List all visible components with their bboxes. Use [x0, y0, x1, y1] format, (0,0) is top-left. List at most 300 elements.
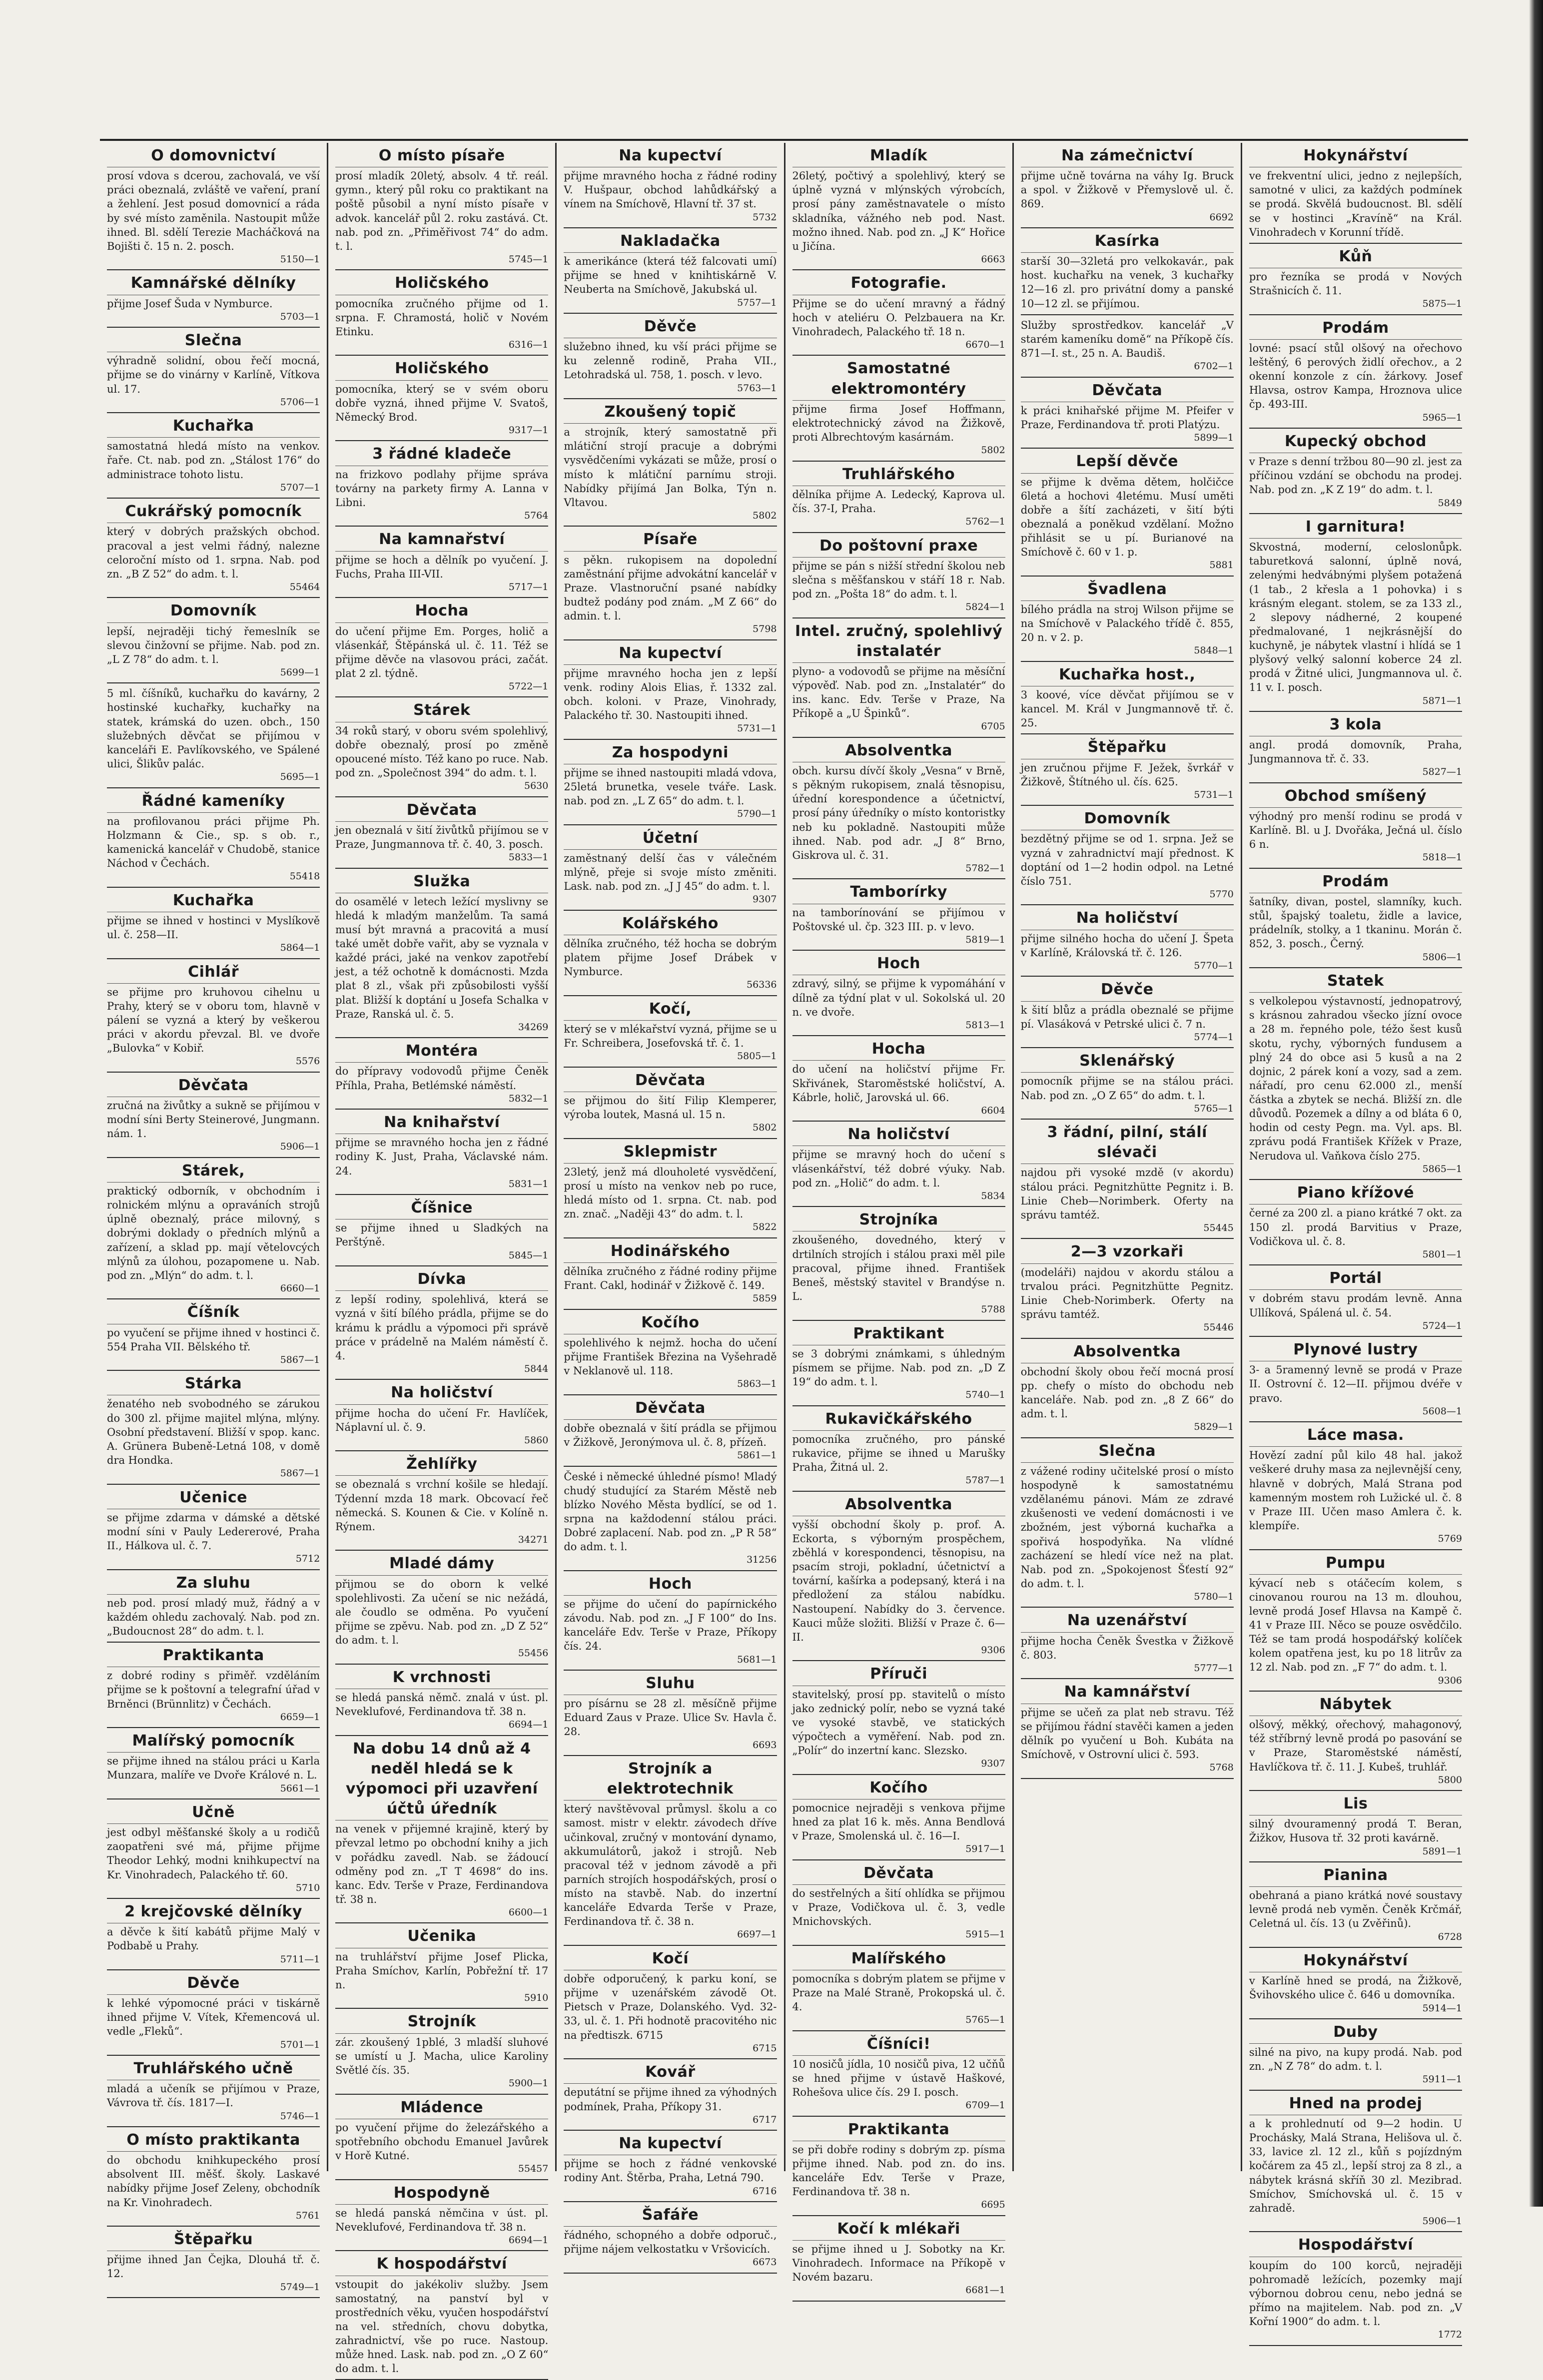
ad-heading: Na zámečnictví	[1021, 146, 1234, 167]
ad-code: 6709—1	[965, 2100, 1005, 2111]
ad-code: 5829—1	[1194, 1421, 1234, 1433]
ad-body: (modeláři) najdou v akordu stálou a trvalou práci. Pegnitzhütte Pegnitz. Linie Cheb-Norimberk. Oferty na správu tamtéž.	[1020, 1266, 1234, 1320]
ad-body: přijme silného hocha do učení J. Špeta v Karlíně, Královská tř. č. 126.	[1020, 932, 1234, 959]
classified-ad	[792, 738, 1005, 880]
classified-ad	[792, 1775, 1005, 1860]
ad-heading: Na holičství	[1021, 908, 1234, 930]
ad-code: 5740—1	[965, 1389, 1005, 1401]
classified-ad	[564, 399, 776, 527]
classified-ad	[107, 2227, 320, 2298]
ad-body: na tamborínování se přijímou v Poštovské ul. čp. 323 III. p. v levo.	[792, 906, 1005, 933]
ad-heading: Truhlářského učně	[107, 2059, 320, 2080]
ad-code: 5724—1	[1422, 1320, 1463, 1331]
classified-ad	[335, 1380, 548, 1451]
ad-heading: Na kupectví	[564, 146, 776, 167]
ad-code: 5867—1	[280, 1468, 320, 1479]
ad-heading: O domovnictví	[107, 146, 320, 167]
ad-body: dobře odporučený, k parku koní, se přijme v uzenářském závodě Ot. Pietsch v Praze, Dolanského. Vyd. 32-33, ul. č. 1. Při hodnotě pracovitého nic na předtiszk. 6715	[564, 1973, 777, 2041]
ad-body: vyšší obchodní školy p. prof. A. Eckorta, s výborným prospěchem, zběhlá v korespondenci, těsnopisu, na psacím stroji, pokladní, účetnictví a tovární, kašírka a podepsaný, která i na předložení za stálou nabídku. Nastoupení. Nabídky do 3. července. Kauci může složiti. Bližší v Praze č. 6—II.	[792, 1518, 1005, 1643]
classified-ad	[335, 1736, 548, 1924]
ad-code: 6695	[981, 2199, 1005, 2211]
classified-ad	[564, 1467, 776, 1571]
ad-body: se přijme ihned na stálou práci u Karla Munzara, malíře ve Dvoře Králové n. L.	[107, 1755, 320, 1782]
ad-heading: Rukavičkářského	[792, 1409, 1005, 1431]
ad-heading: Cukrářský pomocník	[107, 502, 320, 523]
ad-code: 5865—1	[1422, 1163, 1463, 1175]
ad-heading: Praktikanta	[792, 2120, 1005, 2141]
ad-code: 5761	[295, 2210, 320, 2221]
ad-body: pomocník přijme se na stálou práci. Nab. pod zn. „O Z 65“ do adm. t. l.	[1020, 1075, 1234, 1102]
ad-code: 5150—1	[280, 253, 320, 265]
ad-heading: Lepší děvče	[1021, 452, 1234, 473]
ad-heading: Šafáře	[564, 2205, 776, 2227]
ad-code: 5800	[1438, 1774, 1463, 1785]
classified-ad	[335, 1195, 548, 1266]
ad-code: 5681—1	[737, 1654, 777, 1665]
ad-body: najdou při vysoké mzdě (v akordu) stálou práci. Pegnitzhütte Pegnitz i. B. Linie Cheb—Norimberk. Oferty na správu tamtéž.	[1020, 1167, 1234, 1221]
ad-body: přijme se hoch z řádné venkovské rodiny Ant. Štěrba, Praha, Letná 790.	[564, 2158, 777, 2184]
classified-ad	[1021, 905, 1234, 977]
ad-heading: Domovník	[1021, 809, 1234, 830]
classified-ad	[1249, 429, 1462, 514]
ad-code: 6728	[1438, 1931, 1463, 1942]
ad-heading: Kuchařka host.,	[1021, 665, 1234, 686]
ad-code: 6693	[753, 1739, 777, 1751]
ad-code: 5765—1	[1194, 1103, 1234, 1114]
ad-heading: Děvčata	[564, 1398, 776, 1420]
ad-code: 5608—1	[1422, 1405, 1463, 1417]
ad-body: prosí vdova s dcerou, zachovalá, ve vší práci obeznalá, zvláště ve vaření, praní a žehlení. Jest posud domovnicí a ráda by své místo zaměnila. Nastoupit může ihned. Bl. sdělí Terezie Macháčková na Bojišti č. 15 n. 2. posch.	[107, 170, 320, 252]
ad-heading: Kasírka	[1021, 231, 1234, 253]
classified-ad	[1021, 1239, 1234, 1338]
ad-heading: Hokynářství	[1249, 146, 1462, 167]
ad-heading: Samostatné elektromontéry	[792, 359, 1005, 400]
ad-body: a děvče k šití kabátů přijme Malý v Podbabě u Prahy.	[107, 1926, 320, 1952]
ad-body: do obchodu knihkupeckého prosí absolvent III. měšť. školy. Laskavé nabídky přijme Josef Zeleny, obchodník na Kr. Vinohradech.	[107, 2154, 320, 2209]
ad-code: 5822	[753, 1221, 777, 1233]
ad-body: přijme ihned Jan Čejka, Dlouhá tř. č. 12.	[107, 2254, 320, 2280]
ad-heading: Děvčata	[335, 800, 548, 822]
classified-ad	[1021, 1608, 1234, 1679]
classified-ad	[1249, 2232, 1462, 2346]
ad-body: Přijme se do učení mravný a řádný hoch v ateliéru O. Pelzbauera na Kr. Vinohradech, Palackého tř. 18 n.	[792, 297, 1005, 338]
ad-body: šatníky, divan, postel, slamníky, kuch. stůl, špajský toaletu, židle a lavice, prádelník, stolky, a 1 tkaninu. Morán č. 852, 3. posch., Černý.	[1249, 896, 1463, 950]
ad-heading: Učenice	[107, 1488, 320, 1509]
ad-code: 6660—1	[280, 1282, 320, 1294]
classified-ad	[107, 598, 320, 683]
ad-body: olšový, měkký, ořechový, mahagonový, též stříbrný levně prodá po pasování se v Praze, Staroměstské náměstí, Havlíčkova tř. č. 11. J. Kubeš, truhlář.	[1249, 1719, 1463, 1773]
classified-ad	[335, 598, 548, 697]
classified-ad	[1249, 1948, 1462, 2019]
ad-body: do učení na holičství přijme Fr. Skřivánek, Staroměstské holičství, A. Kábrle, holič, Jarovská ul. 66.	[792, 1063, 1005, 1104]
ad-code: 5914—1	[1422, 2002, 1463, 2014]
ad-code: 5891—1	[1422, 1845, 1463, 1857]
ad-code: 5749—1	[280, 2281, 320, 2293]
ad-heading: 3 řádní, pilní, stálí slévači	[1021, 1123, 1234, 1164]
ad-code: 5576	[295, 1056, 320, 1067]
classified-ad	[792, 1860, 1005, 1946]
classified-ad	[1021, 1438, 1234, 1608]
ad-code: 5768	[1209, 1762, 1234, 1774]
ad-code: 5780—1	[1194, 1591, 1234, 1603]
ad-body: prosí mladík 20letý, absolv. 4 tř. reál. gymn., který půl roku co praktikant na poště působil a nyní místo písaře v advok. kancelář půl 2. roku zastává. Ct. nab. pod zn. „Přiměřivost 74“ do adm. t. l.	[335, 170, 549, 252]
ad-heading: Hocha	[792, 1039, 1005, 1061]
ad-heading: Stárka	[107, 1374, 320, 1395]
ad-heading: Strojník	[335, 2012, 548, 2033]
ad-code: 5871—1	[1422, 695, 1463, 706]
ad-heading: Hospodářství	[1249, 2235, 1462, 2257]
ad-body: 5 ml. číšníků, kuchařku do kavárny, 2 hostinské kuchařky, kuchařky na statek, krámská do uzen. obch., 150 služebných děvčat se přijímou v kanceláři E. Pavlíkovského, ve Spálené ulici, Šlikův palác.	[107, 687, 320, 770]
ad-code: 5731—1	[737, 723, 777, 734]
ad-body: 23letý, jenž má dlouholeté vysvědčení, prosí u místo na venkov neb po ruce, hledá místo od 1. srpna. Ct. nab. pod zn. znač. „Naději 43“ do adm. t. l.	[564, 1166, 777, 1220]
classified-ad	[1249, 1337, 1462, 1422]
classified-ad	[564, 640, 776, 740]
classified-ad	[792, 1207, 1005, 1320]
ad-heading: Statek	[1249, 971, 1462, 993]
ad-code: 5711—1	[280, 1953, 320, 1965]
classified-ad	[335, 2095, 548, 2180]
classified-ad	[107, 413, 320, 499]
ad-code: 5770—1	[1194, 960, 1234, 971]
classified-ad	[107, 1485, 320, 1570]
ad-body: přijme mravného hocha jen z lepší venk. rodiny Alois Elias, ř. 1332 zal. obch. koloni. v Praze, Vinohrady, Palackého tř. 30. Nastoupiti ihned.	[564, 667, 777, 722]
ad-code: 1772	[1438, 2329, 1463, 2341]
ad-heading: Učně	[107, 1802, 320, 1824]
classified-ad	[792, 1661, 1005, 1775]
ad-code: 5831—1	[508, 1178, 549, 1190]
ad-heading: Truhlářského	[792, 465, 1005, 486]
ad-body: přijme se ihned nastoupiti mladá vdova, 25letá brunetka, vesele tváře. Lask. nab. pod zn. „L Z 65“ do adm. t. l.	[564, 767, 777, 807]
ad-code: 9307	[981, 1758, 1005, 1770]
ad-body: Hovězí zadní půl kilo 48 hal. jakož veškeré druhy masa za nejlevnější ceny, hlavně v dobrých, Malá Strana pod kamenným mostem roh Lužické ul. č. 8 v Praze III. Učen maso Amlera č. k. klempíře.	[1249, 1449, 1463, 1532]
ad-heading: Na knihařství	[335, 1113, 548, 1134]
ad-heading: Láce masa.	[1249, 1425, 1462, 1447]
ad-heading: Štěpařku	[107, 2230, 320, 2251]
ad-body: dělníka zručného z řádné rodiny přijme Frant. Cakl, hodinář v Žižkově č. 149.	[564, 1265, 777, 1292]
ad-heading: Lis	[1249, 1794, 1462, 1815]
column-4	[785, 143, 1014, 2296]
classified-ad	[1249, 712, 1462, 783]
ad-code: 55445	[1203, 1222, 1234, 1233]
classified-ad	[792, 533, 1005, 618]
ad-code: 5864—1	[280, 942, 320, 954]
ad-code: 6717	[753, 2114, 777, 2125]
column-5	[1014, 143, 1242, 2171]
ad-heading: Kovář	[564, 2062, 776, 2084]
ad-code: 6715	[753, 2042, 777, 2054]
ad-body: Služby sprostředkov. kancelář „V starém kameníku domě“ na Příkopě čís. 871—I. st., 25 n. A. Baudiš.	[1020, 319, 1234, 359]
ad-heading: Učenika	[335, 1926, 548, 1948]
classified-ad	[564, 1395, 776, 1467]
classified-ad	[1021, 577, 1234, 662]
ad-body: obchodní školy obou řečí mocná prosí pp. chefy o místo do obchodu neb kanceláře. Nab. pod zn. „8 Z 66“ do adm. t. l.	[1020, 1365, 1234, 1420]
ad-code: 9317—1	[508, 424, 549, 436]
ad-heading: Hned na prodej	[1249, 2094, 1462, 2115]
ad-body: se přijme k dvěma dětem, holčičce 6letá a hochovi 4letému. Musí uměti dobře a šítí zacházeti, v šití býti obeznalá a poněkud vzdělaní. Možno přihlásit se u pí. Burianové na Smíchově č. 60 v 1. p.	[1020, 476, 1234, 559]
ad-code: 6716	[753, 2185, 777, 2197]
ad-body: v Karlíně hned se prodá, na Žižkově, Švihovského ulice č. 646 u domovníka.	[1249, 1975, 1463, 2001]
ad-heading: Číšníci!	[792, 2034, 1005, 2056]
ad-heading: Děvčata	[1021, 381, 1234, 402]
ad-code: 6604	[981, 1105, 1005, 1116]
ad-heading: Do poštovní praxe	[792, 536, 1005, 558]
ad-code: 5900—1	[508, 2078, 549, 2089]
classified-ad	[335, 356, 548, 441]
ad-body: zručná na živůtky a sukně se přijímou v modní síni Berty Steinerové, Jungmann. nám. 1.	[107, 1100, 320, 1140]
classified-ad	[335, 1923, 548, 2009]
ad-code: 6681—1	[965, 2285, 1005, 2296]
classified-ad	[1249, 244, 1462, 315]
ad-code: 5769	[1438, 1533, 1463, 1545]
ad-body: silné na pivo, na kupy prodá. Nab. pod zn. „N Z 78“ do adm. t. l.	[1249, 2046, 1463, 2073]
ad-heading: Štěpařku	[1021, 737, 1234, 759]
ad-heading: Malířského	[792, 1949, 1005, 1970]
ad-body: zár. zkoušený 1pblé, 3 mladší sluhové se umístí u J. Macha, ulice Karoliny Světlé čís. 35.	[335, 2036, 549, 2076]
classified-ad	[564, 1571, 776, 1671]
classified-ad	[1021, 228, 1234, 315]
ad-heading: Portál	[1249, 1268, 1462, 1290]
ad-code: 5845—1	[508, 1249, 549, 1261]
ad-body: přijme se učeň za plat neb stravu. Též se přijímou řádní stavěči kamen a jeden dělník po vyučení u Boh. Kubáta na Smíchově, v Ostrovní ulici č. 593.	[1020, 1706, 1234, 1761]
ad-body: v Praze s denní tržbou 80—90 zl. jest za příčinou vzdání se obchodu na prodej. Nab. pod zn. „K Z 19“ do adm. t. l.	[1249, 456, 1463, 496]
ad-code: 5833—1	[508, 852, 549, 863]
ad-code: 5915—1	[965, 1929, 1005, 1940]
ad-heading: Děvčata	[792, 1863, 1005, 1885]
classified-ad	[1249, 1692, 1462, 1791]
classified-ad	[1021, 734, 1234, 806]
classified-ad	[1249, 968, 1462, 1180]
ad-body: neb pod. prosí mladý muž, řádný a v každém ohledu zachovalý. Nab. pod zn. „Budoucnost 28“ do adm. t. l.	[107, 1597, 320, 1637]
ad-body: přijmou se do oborn k velké spolehlivosti. Za učení se nic nežádá, ale čoudlo se odměna. Po vyučení přijme se zpěvu. Nab. pod zn. „D Z 52“ do adm. t. l.	[335, 1578, 549, 1647]
classified-ad	[335, 697, 548, 797]
ad-heading: Pianina	[1249, 1865, 1462, 1887]
classified-ad	[335, 1665, 548, 1736]
ad-body: se přijmou do šití Filip Klemperer, výroba loutek, Masná ul. 15 n.	[564, 1094, 777, 1121]
classified-ad	[335, 1451, 548, 1551]
ad-heading: Hospodyně	[335, 2183, 548, 2205]
ad-body: černé za 200 zl. a piano krátké 7 okt. za 150 zl. prodá Barvitius v Praze, Vodičkova ul. č. 8.	[1249, 1207, 1463, 1247]
ad-body: přijme se hoch a dělník po vyučení. J. Fuchs, Praha III-VII.	[335, 554, 549, 580]
ad-body: přijme mravného hocha z řádné rodiny V. Hušpaur, obchod lahůdkářský a vínem na Smíchově, Hlavní tř. 37 st.	[564, 170, 777, 210]
classified-ad	[107, 2056, 320, 2127]
ad-body: 26letý, počtivý a spolehlivý, který se úplně vyzná v mlýnských výrobcích, prosí pány zaměstnavatele o místo skladníka, vážného neb pod. Nast. možno ihned. Nab. pod zn. „J K“ Hořice u Jičína.	[792, 170, 1005, 252]
classified-ad	[564, 143, 776, 228]
ad-code: 5802	[753, 510, 777, 521]
ad-code: 5827—1	[1422, 766, 1463, 778]
ad-body: dělníka zručného, též hocha se dobrým platem přijme Josef Drábek v Nymburce.	[564, 938, 777, 978]
ad-body: deputátní se přijme ihned za výhodných podmínek, Praha, Příkopy 31.	[564, 2086, 777, 2113]
ad-heading: Kůň	[1249, 247, 1462, 268]
classified-ad	[564, 1238, 776, 1310]
ad-body: dobře obeznalá v šití prádla se přijmou v Žižkově, Jeronýmova ul. č. 8, přízeň.	[564, 1422, 777, 1449]
ad-code: 6692	[1209, 211, 1234, 223]
ad-body: jen zručnou přijme F. Ježek, švrkář v Žižkově, Štítného ul. čís. 625.	[1020, 761, 1234, 788]
classified-ad	[1021, 1120, 1234, 1239]
ad-heading: Zkoušený topič	[564, 402, 776, 424]
ad-body: se 3 dobrými známkami, s úhledným písmem se přijme. Nab. pod zn. „D Z 19“ do adm. t. l.	[792, 1347, 1005, 1388]
classified-ad	[564, 314, 776, 399]
ad-code: 5824—1	[965, 601, 1005, 613]
ad-heading: Slečna	[1021, 1441, 1234, 1463]
classified-ad	[564, 1310, 776, 1395]
ad-body: přijme učně továrna na váhy Ig. Bruck a spol. v Žižkově v Přemyslově ul. č. 869.	[1020, 170, 1234, 210]
ad-body: služebno ihned, ku vší práci přijme se ku zelenně rodině, Praha VII., Letohradská ul. 758, 1. posch. v levo.	[564, 341, 777, 381]
ad-code: 5707—1	[280, 482, 320, 493]
ad-heading: Děvčata	[107, 1076, 320, 1097]
classified-ad	[107, 143, 320, 270]
ad-body: se přijme ihned u Sladkých na Perštýně.	[335, 1222, 549, 1248]
ad-heading: Absolventka	[1021, 1342, 1234, 1363]
classified-ad	[792, 1406, 1005, 1492]
ad-code: 5806—1	[1422, 951, 1463, 963]
classified-ad	[107, 1371, 320, 1484]
ad-body: přijme firma Josef Hoffmann, elektrotechnický závod na Žižkově, proti Albrechtovým kasárnám.	[792, 403, 1005, 444]
classified-ad	[1021, 806, 1234, 905]
classified-ad	[1249, 1862, 1462, 1948]
ad-body: a strojník, který samostatně při mlátiční strojí pracuje a dobrými vysvědčeními vykázati se může, prosí o místo k mlátiční parnímu stroji. Nabídky přijímá Jan Bolka, Týn n. Vltavou.	[564, 426, 777, 509]
classified-ad	[107, 1643, 320, 1728]
ad-heading: 3 řádné kladeče	[335, 444, 548, 466]
ad-heading: Hokynářství	[1249, 1951, 1462, 1972]
ad-body: výhradně solidní, obou řečí mocná, přijme se do vinárny v Karlíně, Vítkova ul. 17.	[107, 355, 320, 395]
ad-body: do osamělé v letech ležící myslivny se hledá k mladým manželům. Ta samá musí být mravná a pracovitá a musí také umět dobře vařit, aby se vyznala v každé práci, jaké na venkov zapotřebí jest, a též ochotně k domácnosti. Mzda plat 8 zl., však při způsobilosti vyšší plat. Bližší k doptání u Josefa Schalka v Praze, Ranská ul. č. 5.	[335, 895, 549, 1020]
ad-code: 5849	[1438, 497, 1463, 509]
ad-heading: Absolventka	[792, 1495, 1005, 1516]
ad-heading: Mladé dámy	[335, 1554, 548, 1575]
ad-heading: Děvče	[564, 317, 776, 338]
classified-ad	[792, 1946, 1005, 2031]
ad-heading: Kamnářské dělníky	[107, 273, 320, 295]
classified-ad	[1249, 1791, 1462, 1862]
ad-body: k práci knihařské přijme M. Pfeifer v Praze, Ferdinandova tř. proti Platýzu.	[1020, 404, 1234, 431]
ad-heading: O místo praktikanta	[107, 2130, 320, 2152]
ad-heading: Mládence	[335, 2098, 548, 2119]
classified-ad	[564, 1068, 776, 1139]
ad-body: se přijme do učení do papírnického závodu. Nab. pod zn. „J F 100“ do Ins. kanceláře Edv. Terše v Praze, Příkopy čís. 24.	[564, 1598, 777, 1653]
ad-code: 5765—1	[965, 2014, 1005, 2026]
ad-code: 5706—1	[280, 396, 320, 408]
ad-heading: Děvče	[1021, 980, 1234, 1001]
classified-ad	[564, 740, 776, 825]
classified-ad	[1249, 1180, 1462, 1265]
ad-code: 5819—1	[965, 934, 1005, 945]
ad-body: České i německé úhledné písmo! Mladý chudý studující za Starém Městě neb blízko Nového Města bydlící, se od 1. srpna na každodenní stálou práci. Dobré zaplacení. Nab. pod zn. „P R 58“ do adm. t. l.	[564, 1470, 777, 1553]
ad-heading: Montéra	[335, 1041, 548, 1063]
ad-heading: Za sluhu	[107, 1573, 320, 1595]
classified-ad	[335, 143, 548, 270]
ad-code: 56336	[747, 979, 777, 991]
ad-body: zkoušeného, dovedného, který v drtilních strojích i stálou praxi měl pile pracoval, přijme ihned. František Beneš, městský stavitel v Brandýse n. L.	[792, 1234, 1005, 1302]
classified-ad	[1249, 869, 1462, 968]
ad-code: 5745—1	[508, 253, 549, 265]
ad-heading: Holičského	[335, 359, 548, 380]
ad-code: 5867—1	[280, 1354, 320, 1365]
ad-body: přijme hocha do učení Fr. Havlíček, Náplavní ul. č. 9.	[335, 1407, 549, 1433]
ad-heading: Na uzenářství	[1021, 1611, 1234, 1632]
ad-heading: Nábytek	[1249, 1695, 1462, 1716]
ad-body: k lehké výpomocné práci v tiskárně ihned přijme V. Vítek, Křemencová ul. vedle „Fleků“.	[107, 1997, 320, 2038]
ad-body: na frizkovo podlahy přijme správa továrny na parkety firmy A. Lanna v Libni.	[335, 468, 549, 509]
ad-code: 9306	[1438, 1675, 1463, 1686]
ad-body: mladá a učeník se přijímou v Praze, Vávrova tř. čís. 1817—I.	[107, 2083, 320, 2109]
ad-heading: Holičského	[335, 273, 548, 295]
ad-code: 5899—1	[1194, 432, 1234, 443]
ad-body: pomocníka s dobrým platem se přijme v Praze na Malé Straně, Prokopská ul. č. 4.	[792, 1972, 1005, 2013]
classified-ad	[107, 788, 320, 888]
ad-body: koupím do 100 korců, nejraději pohromadě ležících, pozemky mají výbornou dobrou cenu, nebo jedná se přímo na majitelem. Nab. pod zn. „V Kořní 1900“ do adm. t. l.	[1249, 2259, 1463, 2328]
ad-heading: Prodám	[1249, 318, 1462, 340]
ad-body: na venek v přijemné krajině, který by převzal letmo po obchodní knihy a jich v pořádku zavedl. Nab. se žádoucí odměny pod zn. „T T 4698“ do ins. kanc. Edv. Terše v Praze, Ferdinandova tř. 38 n.	[335, 1823, 549, 1905]
ad-code: 5731—1	[1194, 789, 1234, 800]
ad-code: 5699—1	[280, 666, 320, 678]
ad-body: který v dobrých pražských obchod. pracoval a jest velmi řádný, nalezne celoroční místo od 1. srpna. Nab. pod zn. „B Z 52“ do adm. t. l.	[107, 526, 320, 580]
ad-body: samostatná hledá místo na venkov. řaře. Ct. nab. pod zn. „Stálost 176“ do administrace tohoto listu.	[107, 440, 320, 481]
ad-code: 6670—1	[965, 339, 1005, 350]
ad-code: 5863—1	[737, 1378, 777, 1390]
classified-ad	[107, 888, 320, 959]
ad-heading: Příruči	[792, 1664, 1005, 1686]
column-1	[100, 143, 328, 2293]
classified-ad	[335, 869, 548, 1039]
ad-heading: K vrchnosti	[335, 1668, 548, 1689]
ad-body: se při dobře rodiny s dobrým zp. písma přijme ihned. Nab. pod zn. do ins. kanceláře Edv. Terše v Praze, Ferdinandova tř. 38 n.	[792, 2143, 1005, 2198]
ad-code: 5859	[753, 1293, 777, 1304]
ad-body: přijme se mravného hocha jen z řádné rodiny K. Just, Praha, Václavské nám. 24.	[335, 1137, 549, 1177]
ad-body: pomocníka, který se v svém oboru dobře vyzná, ihned přijme V. Svatoš, Německý Brod.	[335, 383, 549, 423]
ad-heading: Hoch	[792, 954, 1005, 975]
classified-ad	[335, 441, 548, 527]
ad-code: 5722—1	[508, 681, 549, 692]
ad-body: 10 nosičů jídla, 10 nosičů piva, 12 učňů se hned přijme v ústavě Haškové, Rohešova ulice čís. 29 I. posch.	[792, 2058, 1005, 2099]
ad-body: plyno- a vodovodů se přijme na měsíční výpověď. Nab. pod zn. „Instalatér“ do ins. kanc. Edv. Terše v Praze, Na Příkopě a „U Špinků“.	[792, 665, 1005, 720]
ad-body: na profilovanou práci přijme Ph. Holzmann & Cie., sp. s ob. r., kamenická kancelář v Chudobě, stanice Náchod v Čechách.	[107, 815, 320, 870]
classified-ad	[335, 1038, 548, 1110]
ad-code: 5911—1	[1422, 2074, 1463, 2085]
ad-body: 3- a 5ramenný levně se prodá v Praze II. Ostrovní č. 12—II. přijmou dvéře v pravo.	[1249, 1364, 1463, 1404]
classified-ad	[792, 462, 1005, 533]
classified-ad	[1249, 1550, 1462, 1692]
ad-heading: Kočího	[564, 1313, 776, 1334]
ad-heading: Kuchařka	[107, 416, 320, 438]
classified-ad	[107, 1728, 320, 1799]
ad-heading: Řádné kameníky	[107, 791, 320, 813]
ad-body: se hledá panská němč. znalá v úst. pl. Neveklufové, Ferdinandova tř. 38 n.	[335, 1691, 549, 1718]
ad-body: dělníka přijme A. Ledecký, Kaprova ul. čís. 37-I, Praha.	[792, 488, 1005, 515]
ad-heading: Účetní	[564, 828, 776, 850]
classified-ad	[792, 1036, 1005, 1122]
ad-body: pro řezníka se prodá v Nových Strašnicích č. 11.	[1249, 271, 1463, 297]
classified-ad	[107, 1073, 320, 1158]
ad-heading: Na holičství	[792, 1125, 1005, 1146]
ad-body: bílého prádla na stroj Wilson přijme se na Smíchově v Palackého třídě č. 855, 20 n. v 2. p.	[1020, 603, 1234, 644]
classified-ad	[1249, 143, 1462, 244]
ad-code: 5788	[981, 1304, 1005, 1315]
ad-heading: Obchod smíšený	[1249, 786, 1462, 808]
ad-heading: Na holičství	[335, 1383, 548, 1404]
ad-heading: Kočí k mlékaři	[792, 2219, 1005, 2241]
classified-ad	[792, 270, 1005, 356]
ad-code: 55464	[289, 581, 320, 593]
ad-code: 5848—1	[1194, 645, 1234, 656]
classified-ad	[1021, 1679, 1234, 1779]
classified-ad	[564, 996, 776, 1068]
classified-ad	[107, 1158, 320, 1300]
ad-heading: Duby	[1249, 2022, 1462, 2044]
ad-code: 6316—1	[508, 339, 549, 350]
ad-body: Skvostná, moderní, celoslonůpk. taburetková salonní, úplně nová, zelenými hedvábnými plyšem potažená (1 tab., 2 křesla a 1 pohovka) i s krásným elegant. stolem, se za 133 zl., 2 slepovy nádherné, 2 koupené předmalované, 1 nejkrásnější do kuchyně, je nábytek vlastní i hlídá se 1 plyšový velký salonní koberce 24 zl. prodá v Žitné ulici, Jungmannova ul. č. 11 v. I. posch.	[1249, 541, 1463, 694]
classified-ad	[1021, 977, 1234, 1048]
ad-code: 5832—1	[508, 1093, 549, 1104]
